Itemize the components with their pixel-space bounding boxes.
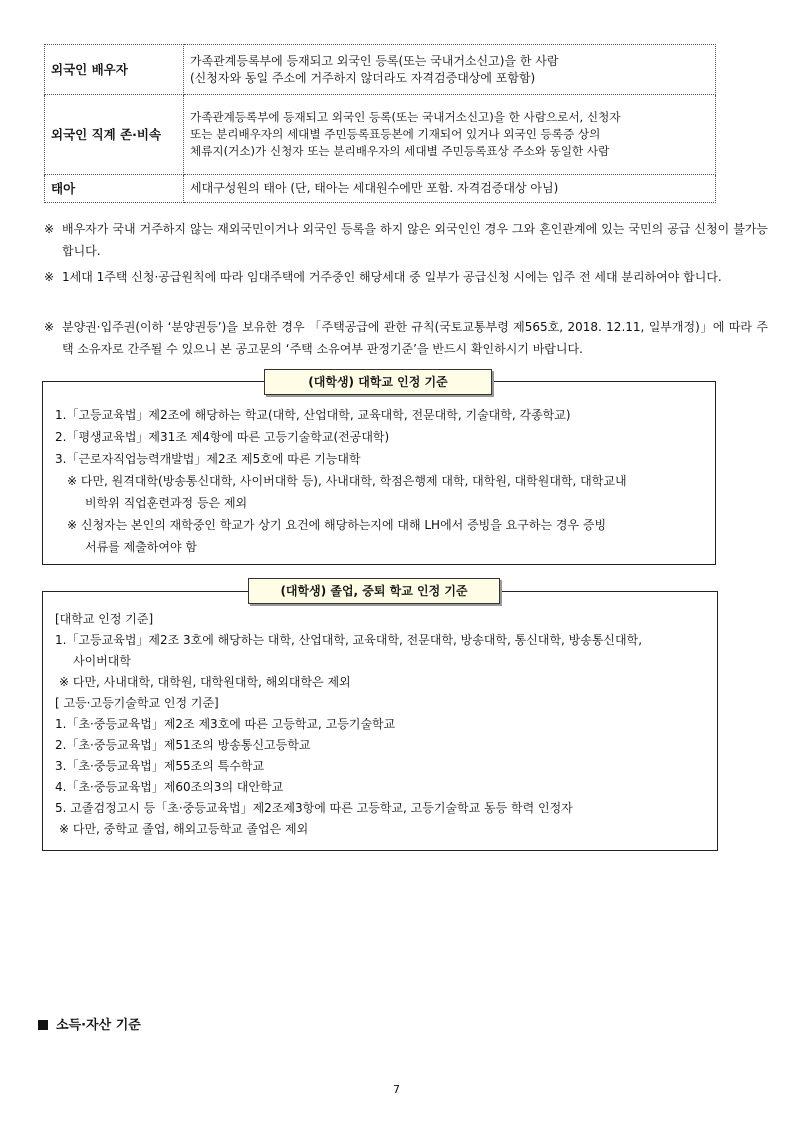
university-criteria-box [42,381,716,565]
graduation-criteria-box [42,591,718,851]
section-title: 소득·자산 기준 [56,1018,141,1033]
table-row [45,45,716,95]
table-row [45,95,716,175]
criteria-line: 2.「평생교육법」제31조 제4항에 따른 고등기술학교(전공대학) [55,430,390,444]
note-mark: ※ [44,222,55,236]
row-content: 세대구성원의 태아 (단, 태아는 세대원수에만 포함. 자격검증대상 아님) [184,175,716,203]
row-content: 가족관계등록부에 등재되고 외국인 등록(또는 국내거소신고)을 한 사람 (신청자와 동일 주소에 거주하지 않더라도 자격검증대상에 포함함) [184,45,716,95]
criteria-subheading: [ 고등·고등기술학교 인정 기준] [55,696,219,710]
criteria-note: ※ 다만, 원격대학(방송통신대학, 사이버대학 등), 사내대학, 학점은행제 대학, 대학원, 대학원대학, 대학교내 [67,474,627,488]
criteria-subheading: [대학교 인정 기준] [55,612,154,626]
note-mark: ※ [44,320,55,334]
page-number: 7 [393,1083,400,1096]
criteria-line: 5. 고졸검정고시 등「초·중등교육법」제2조제3항에 따른 고등학교, 고등기술학교 동등 학력 인정자 [55,801,573,815]
box-title: (대학생) 졸업, 중퇴 학교 인정 기준 [248,578,500,604]
note-1 [44,218,768,262]
row-content: 가족관계등록부에 등재되고 외국인 등록(또는 국내거소신고)을 한 사람으로서, 신청자 또는 분리배우자의 세대별 주민등록표등본에 기재되어 있거나 외국인 등록증 상의 체류지(거소)가 신청자 또는 분리배우자의 세대별 주민등록표상 주소와 동일한 사람 [184,95,716,175]
criteria-line: 4.「초·중등교육법」제60조의3의 대안학교 [55,780,284,794]
criteria-note-cont: 서류를 제출하여야 함 [85,540,197,554]
note-3 [44,316,768,360]
note-2 [44,266,768,288]
note-mark: ※ [44,270,55,284]
criteria-note-cont: 비학위 직업훈련과정 등은 제외 [85,496,248,510]
criteria-note: ※ 다만, 중학교 졸업, 해외고등학교 졸업은 제외 [59,822,309,836]
criteria-line: 2.「초·중등교육법」제51조의 방송통신고등학교 [55,738,311,752]
row-header: 외국인 배우자 [45,45,184,95]
row-header: 태아 [45,175,184,203]
criteria-line: 1.「고등교육법」제2조에 해당하는 학교(대학, 산업대학, 교육대학, 전문대학, 기술대학, 각종학교) [55,408,571,422]
criteria-line: 1.「고등교육법」제2조 3호에 해당하는 대학, 산업대학, 교육대학, 전문대학, 방송대학, 통신대학, 방송통신대학, [55,633,643,647]
note-text: 1세대 1주택 신청·공급원칙에 따라 임대주택에 거주중인 해당세대 중 일부가 공급신청 시에는 입주 전 세대 분리하여야 합니다. [62,270,722,284]
section-heading [38,1014,141,1033]
note-text: 분양권·입주권(이하 ‘분양권등’)을 보유한 경우 「주택공급에 관한 규칙(국토교통부령 제565호, 2018. 12.11, 일부개정)」에 따라 주택 소유자로 간주될 수 있으니 본 공고문의 ‘주택 소유여부 판정기준’을 반드시 확인하시기 바랍니다. [62,320,768,356]
note-text: 배우자가 국내 거주하지 않는 재외국민이거나 외국인 등록을 하지 않은 외국인인 경우 그와 혼인관계에 있는 국민의 공급 신청이 불가능합니다. [62,222,768,258]
eligibility-table [44,44,716,203]
square-bullet-icon [38,1020,48,1030]
box-title: (대학생) 대학교 인정 기준 [264,369,492,395]
criteria-line: 3.「근로자직업능력개발법」제2조 제5호에 따른 기능대학 [55,452,361,466]
criteria-note: ※ 다만, 사내대학, 대학원, 대학원대학, 해외대학은 제외 [59,675,351,689]
criteria-line: 3.「초·중등교육법」제55조의 특수학교 [55,759,265,773]
row-header: 외국인 직계 존·비속 [45,95,184,175]
criteria-note: ※ 신청자는 본인의 재학중인 학교가 상기 요건에 해당하는지에 대해 LH에서 증빙을 요구하는 경우 증빙 [67,518,607,532]
criteria-line: 1.「초·중등교육법」제2조 제3호에 따른 고등학교, 고등기술학교 [55,717,396,731]
table-row [45,175,716,203]
criteria-line-cont: 사이버대학 [73,654,131,668]
